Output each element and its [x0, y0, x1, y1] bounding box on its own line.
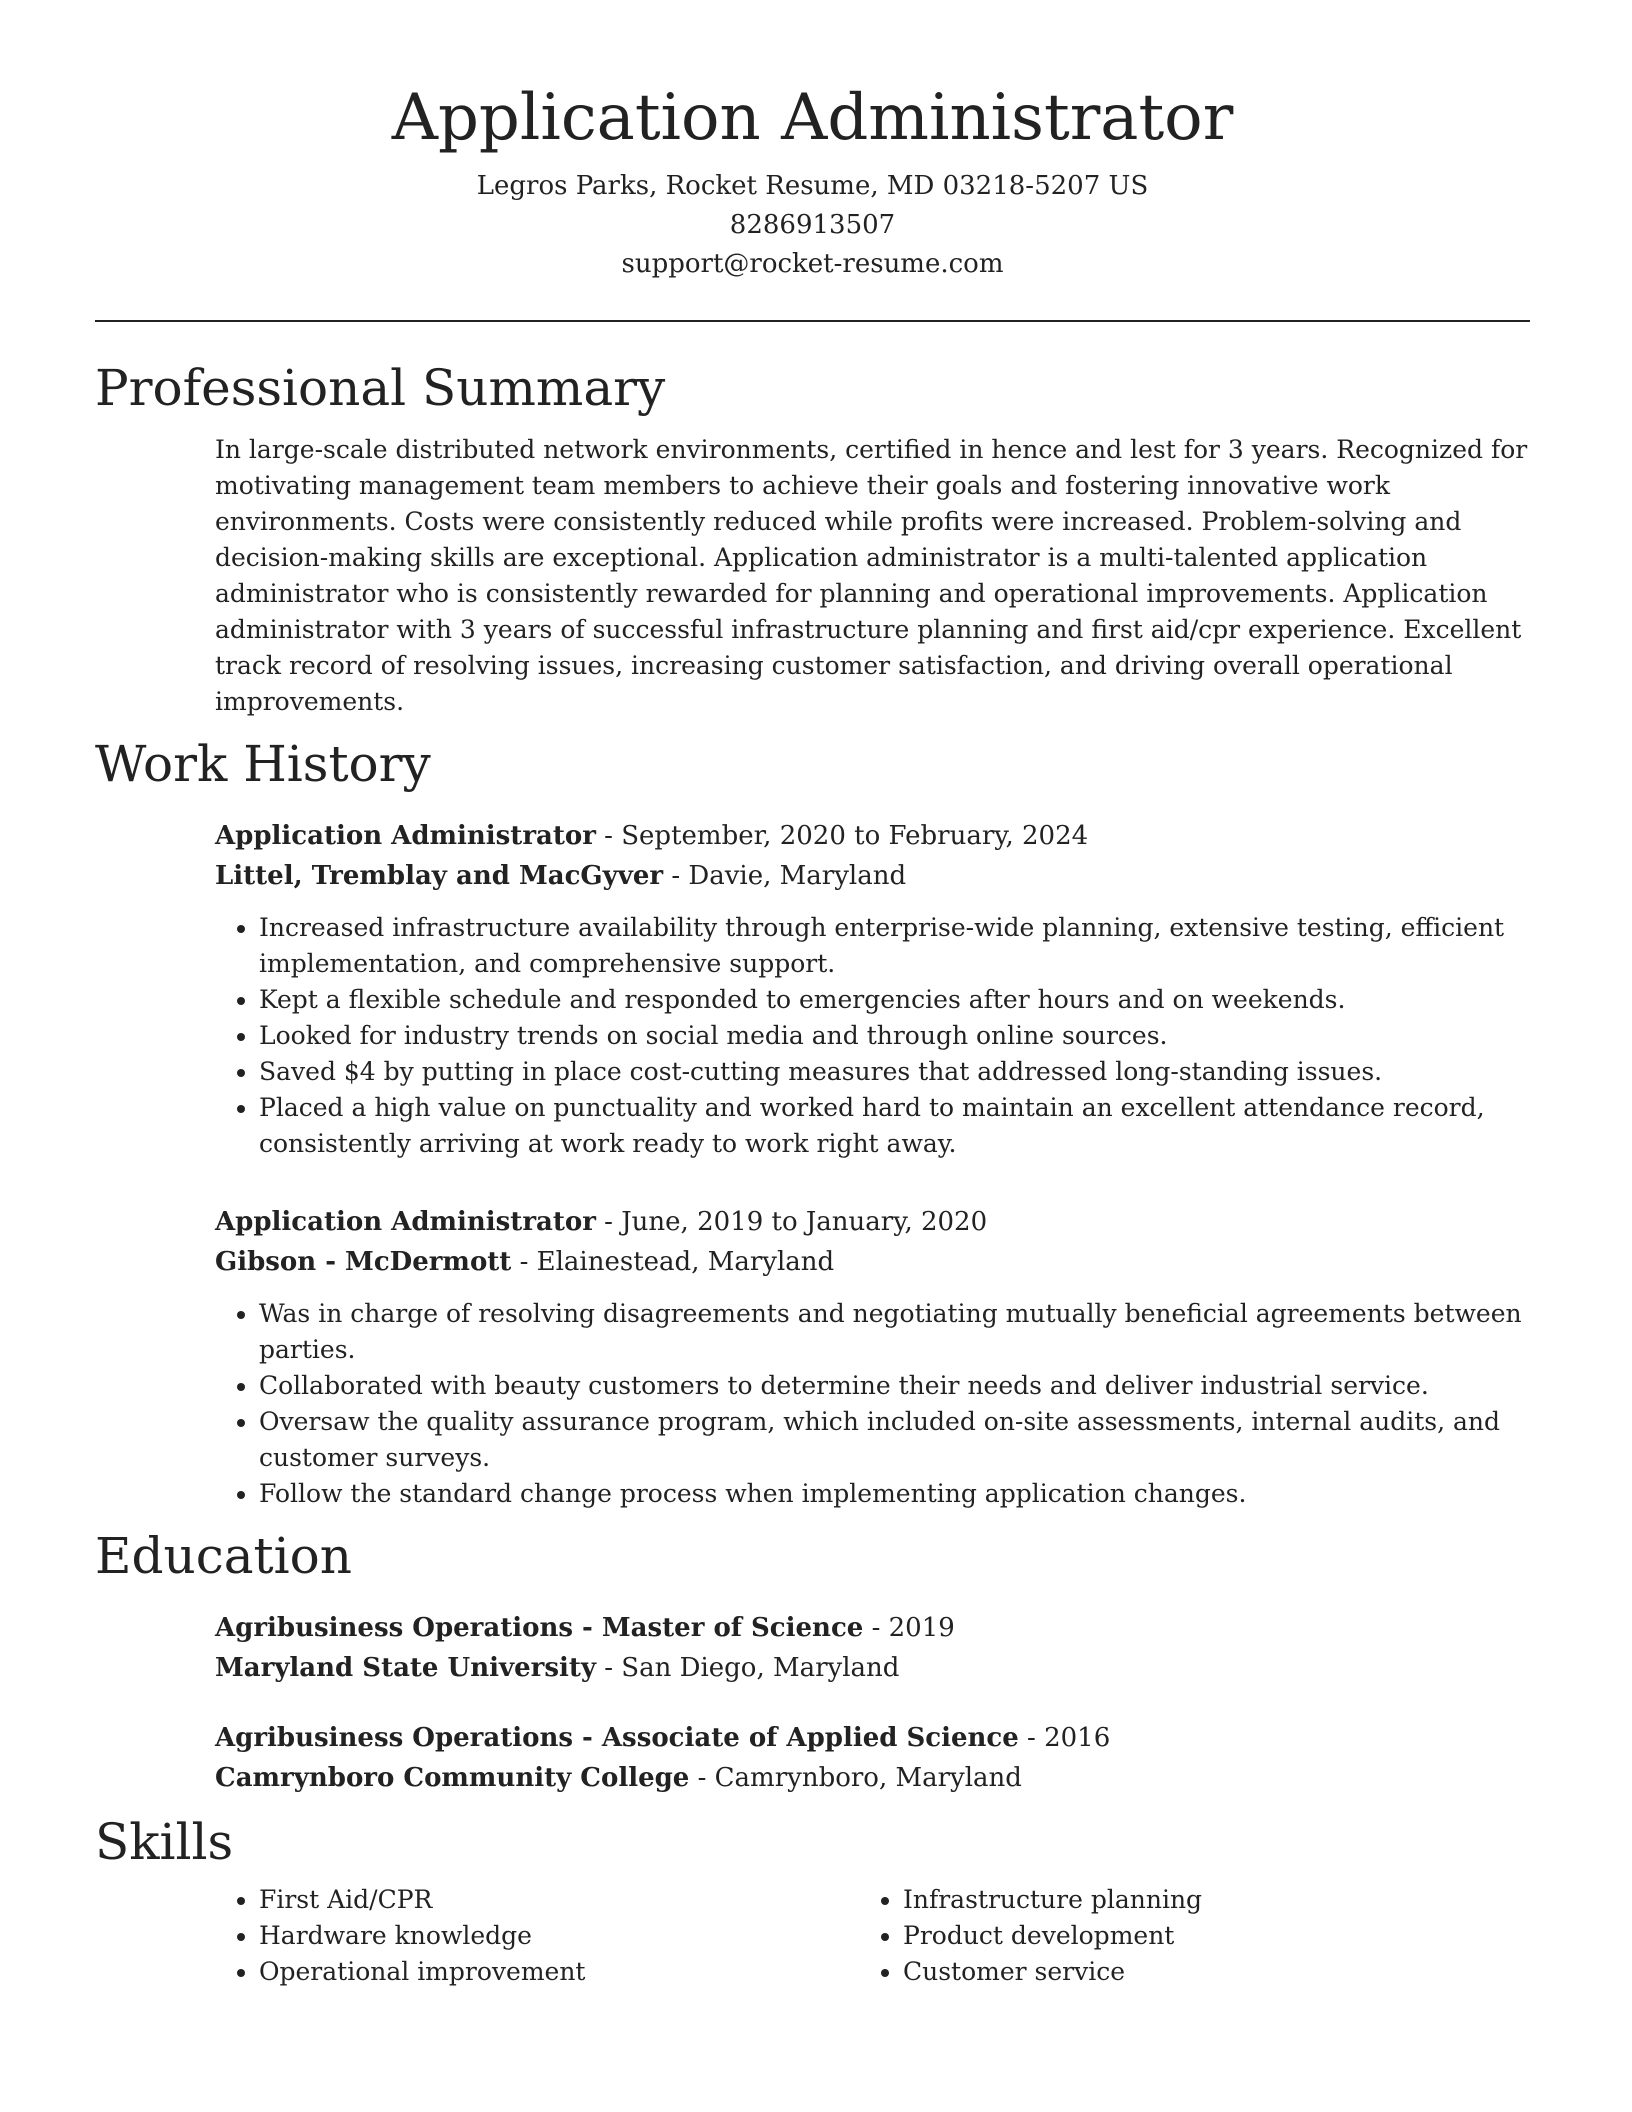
- contact-block: [95, 167, 1530, 284]
- job-company: Littel, Tremblay and MacGyver: [215, 860, 664, 891]
- skill-item: • Customer service: [903, 1954, 1503, 1990]
- education-entry: [215, 1608, 1530, 1688]
- skill-item: • First Aid/CPR: [259, 1882, 859, 1918]
- education-year: - 2016: [1018, 1722, 1111, 1753]
- job-entry: [215, 1202, 1530, 1512]
- skills-list: [215, 1882, 1530, 1990]
- job-title-line: [215, 816, 1530, 856]
- skills-column-left: [215, 1882, 859, 1990]
- job-entry: [215, 816, 1530, 1162]
- job-bullet: • Follow the standard change process when implementing application changes.: [259, 1476, 1530, 1512]
- job-bullets: [215, 910, 1530, 1162]
- work-history-heading: Work History: [95, 734, 431, 793]
- job-dates: - September, 2020 to February, 2024: [595, 820, 1089, 851]
- resume-title: Application Administrator: [391, 81, 1234, 155]
- resume-page: [95, 80, 1530, 1990]
- job-role: Application Administrator: [215, 820, 596, 851]
- education-degree-line: [215, 1718, 1530, 1758]
- job-bullet: • Saved $4 by putting in place cost-cutting measures that addressed long-standing issues.: [259, 1054, 1530, 1090]
- education-degree-line: [215, 1608, 1530, 1648]
- job-title-line: [215, 1202, 1530, 1242]
- education-field: Agribusiness Operations: [215, 1612, 573, 1643]
- education-heading: Education: [95, 1526, 352, 1585]
- skill-item: • Operational improvement: [259, 1954, 859, 1990]
- job-bullet: • Oversaw the quality assurance program, which included on-site assessments, internal audits, and customer surveys.: [259, 1404, 1530, 1476]
- contact-phone: 8286913507: [729, 209, 896, 240]
- education-year: - 2019: [863, 1612, 955, 1643]
- skills-heading: Skills: [95, 1812, 234, 1871]
- skill-item: • Hardware knowledge: [259, 1918, 859, 1954]
- job-bullet: • Looked for industry trends on social media and through online sources.: [259, 1018, 1530, 1054]
- education-location: - San Diego, Maryland: [595, 1652, 900, 1683]
- resume-header: [95, 80, 1530, 284]
- education-school: Camrynboro Community College: [215, 1762, 690, 1793]
- skills-column-right: [859, 1882, 1503, 1990]
- job-role: Application Administrator: [215, 1206, 596, 1237]
- job-location: - Elainestead, Maryland: [511, 1246, 835, 1277]
- job-bullet: • Was in charge of resolving disagreements and negotiating mutually beneficial agreements between parties.: [259, 1296, 1530, 1368]
- job-bullet: • Kept a flexible schedule and responded to emergencies after hours and on weekends.: [259, 982, 1530, 1018]
- work-history-list: [215, 816, 1530, 1512]
- header-divider: [95, 320, 1530, 322]
- job-bullet: • Collaborated with beauty customers to determine their needs and deliver industrial service.: [259, 1368, 1530, 1404]
- skill-item: • Infrastructure planning: [903, 1882, 1503, 1918]
- education-list: [215, 1608, 1530, 1798]
- job-location: - Davie, Maryland: [663, 860, 907, 891]
- education-school-line: [215, 1758, 1530, 1798]
- summary-heading: Professional Summary: [95, 358, 666, 417]
- education-field: Agribusiness Operations: [215, 1722, 573, 1753]
- job-bullet: • Placed a high value on punctuality and worked hard to maintain an excellent attendance record, consistently arriving at work ready to work right away.: [259, 1090, 1530, 1162]
- job-bullet: • Increased infrastructure availability through enterprise-wide planning, extensive testing, efficient implementation, and comprehensive support.: [259, 910, 1530, 982]
- contact-address: Legros Parks, Rocket Resume, MD 03218-5207 US: [476, 170, 1149, 201]
- education-school: Maryland State University: [215, 1652, 596, 1683]
- job-company: Gibson - McDermott: [215, 1246, 512, 1277]
- job-bullets: [215, 1296, 1530, 1512]
- education-entry: [215, 1718, 1530, 1798]
- skill-item: • Product development: [903, 1918, 1503, 1954]
- education-degree: - Associate of Applied Science: [572, 1722, 1019, 1753]
- job-dates: - June, 2019 to January, 2020: [595, 1206, 988, 1237]
- job-company-line: [215, 1242, 1530, 1282]
- education-degree: - Master of Science: [572, 1612, 864, 1643]
- education-location: - Camrynboro, Maryland: [689, 1762, 1022, 1793]
- education-school-line: [215, 1648, 1530, 1688]
- contact-email: support@rocket-resume.com: [621, 248, 1004, 279]
- summary-text: In large-scale distributed network environments, certified in hence and lest for 3 years. Recognized for motivating management team members to achieve their goals and fostering innovative work environments. Costs were consistently reduced while profits were increased. Problem-solving and decision-making skills are exceptional. Application administrator is a multi-talented application administrator who is consistently rewarded for planning and operational improvements. Application administrator with 3 years of successful infrastructure planning and first aid/cpr experience. Excellent track record of resolving issues, increasing customer satisfaction, and driving overall operational improvements.: [215, 434, 1528, 716]
- job-company-line: [215, 856, 1530, 896]
